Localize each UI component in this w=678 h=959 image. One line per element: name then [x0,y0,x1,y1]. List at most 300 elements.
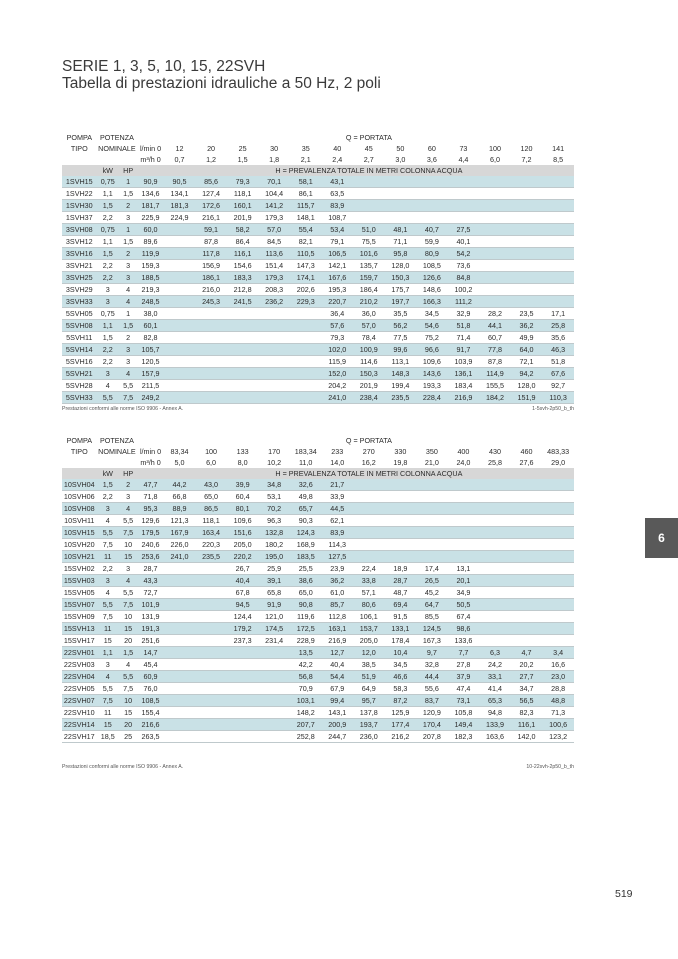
head-value: 41,4 [479,683,511,695]
head-value [195,308,227,320]
head-value: 34,5 [385,659,417,671]
head-value: 205,0 [353,635,385,647]
head-value: 67,4 [448,611,480,623]
chapter-tab[interactable]: 6 [645,518,678,558]
head-value: 60,9 [137,671,163,683]
head-value: 67,6 [542,368,574,380]
head-value [416,212,448,224]
pump-model: 22SVH03 [63,660,95,669]
table-row [62,731,574,743]
head-value: 57,0 [353,320,385,332]
head-value [258,719,290,731]
head-value: 92,7 [542,380,574,392]
flow-m3h: 8,5 [553,155,564,164]
head-value: 36,0 [353,308,385,320]
head-value: 131,9 [137,611,163,623]
table-row [62,503,574,515]
head-value: 114,9 [479,368,511,380]
pump-model: 15SVH13 [63,624,95,633]
head-value: 181,7 [137,200,163,212]
power-kw: 1,1 [97,236,119,248]
head-value: 101,9 [137,599,163,611]
head-value [448,176,480,188]
head-value [542,260,574,272]
head-value: 110,3 [542,392,574,404]
head-value [258,356,290,368]
head-value [416,503,448,515]
power-hp: 1,5 [119,320,137,332]
power-kw: 0,75 [97,176,119,188]
head-value: 44,2 [164,479,196,491]
head-value: 205,0 [227,539,259,551]
power-hp: 1,5 [119,647,137,659]
head-value [385,539,417,551]
head-value [542,272,574,284]
head-value: 99,6 [385,344,417,356]
head-value: 143,1 [321,707,353,719]
head-value [479,611,511,623]
head-value: 177,4 [385,719,417,731]
table-row [62,719,574,731]
head-value: 128,0 [385,260,417,272]
head-value [290,332,322,344]
head-value [416,491,448,503]
head-value [195,707,227,719]
head-value [227,392,259,404]
head-value: 42,2 [290,659,322,671]
header-portata: Q = PORTATA [345,436,392,445]
head-value [511,527,543,539]
head-value: 186,4 [353,284,385,296]
power-kw: 3 [97,503,119,515]
head-value [542,224,574,236]
head-value: 108,5 [137,695,163,707]
head-value: 152,0 [321,368,353,380]
head-value [258,380,290,392]
head-value: 39,1 [258,575,290,587]
flow-m3h: 27,6 [519,458,534,467]
head-value: 70,9 [290,683,322,695]
head-value: 241,0 [164,551,196,563]
head-value: 17,1 [542,308,574,320]
flow-m3h: 4,4 [458,155,469,164]
head-value: 121,3 [164,515,196,527]
head-value: 48,1 [385,224,417,236]
head-value: 121,0 [258,611,290,623]
head-value: 23,9 [321,563,353,575]
head-value: 174,1 [290,272,322,284]
head-value: 216,9 [321,635,353,647]
head-value: 23,0 [542,671,574,683]
head-value: 98,6 [448,623,480,635]
flow-lmin: 483,33 [547,447,570,456]
head-value: 120,5 [137,356,163,368]
table-row [62,248,574,260]
head-value: 172,6 [195,200,227,212]
head-value: 58,2 [227,224,259,236]
head-value: 119,6 [290,611,322,623]
pump-model: 15SVH02 [63,564,95,573]
head-value [542,623,574,635]
table2-code: 10-22svh-2p50_b_th [526,764,574,770]
head-value: 90,8 [290,599,322,611]
head-value: 90,5 [164,176,196,188]
head-value [227,707,259,719]
head-value: 33,8 [353,575,385,587]
head-value: 46,3 [542,344,574,356]
pump-model: 1SVH15 [62,176,97,188]
head-value: 21,7 [321,479,353,491]
power-hp: 4 [119,659,137,671]
head-value: 147,3 [290,260,322,272]
table-row [62,575,574,587]
header-blank [62,165,97,176]
head-value: 253,6 [137,551,163,563]
head-value: 151,4 [258,260,290,272]
head-value: 120,9 [416,707,448,719]
head-value: 17,4 [416,563,448,575]
head-value: 34,8 [258,479,290,491]
pump-model: 15SVH09 [63,612,95,621]
head-value [542,248,574,260]
power-kw: 5,5 [97,392,119,404]
head-value: 7,7 [448,647,480,659]
power-hp: 1,5 [119,236,137,248]
power-hp: 2 [119,332,137,344]
power-hp: 7,5 [119,599,137,611]
flow-m3h: 29,0 [551,458,566,467]
head-value [385,176,417,188]
head-value: 28,7 [137,563,163,575]
head-value [164,260,196,272]
head-value: 60,4 [227,491,259,503]
head-value: 82,3 [511,707,543,719]
head-value: 183,4 [448,380,480,392]
head-value: 65,8 [258,587,290,599]
head-value [479,599,511,611]
table-row [62,539,574,551]
flow-m3h: 8,0 [237,458,248,467]
head-value: 148,2 [290,707,322,719]
head-value: 60,1 [137,320,163,332]
head-value: 99,4 [321,695,353,707]
flow-lmin: 170 [268,447,281,456]
head-value: 108,7 [321,212,353,224]
head-value [542,491,574,503]
head-value: 72,7 [137,587,163,599]
head-value [542,635,574,647]
head-value: 28,8 [542,683,574,695]
head-value [542,563,574,575]
head-value: 105,8 [448,707,480,719]
flow-lmin: 100 [205,447,218,456]
pump-model: 10SVH21 [63,552,95,561]
head-value: 123,2 [542,731,574,743]
head-value [479,623,511,635]
head-value: 47,7 [137,479,163,491]
head-value: 118,1 [227,188,259,200]
head-value: 38,0 [137,308,163,320]
flow-lmin: 12 [175,144,184,153]
head-value [542,539,574,551]
head-value: 62,1 [321,515,353,527]
head-value: 133,6 [448,635,480,647]
pump-model: 5SVH16 [62,356,97,368]
head-value: 141,2 [258,200,290,212]
head-value [511,236,543,248]
flow-m3h: 0,7 [174,155,185,164]
head-value: 4,7 [511,647,543,659]
head-value: 163,4 [195,527,227,539]
flow-m3h: 5,0 [174,458,185,467]
head-value [164,368,196,380]
head-value [164,236,196,248]
head-value [511,515,543,527]
head-value: 85,7 [321,599,353,611]
power-kw: 5,5 [97,599,119,611]
head-value [164,731,196,743]
head-value [511,635,543,647]
header-prevalenza: H = PREVALENZA TOTALE IN METRI COLONNA ACQUA [164,165,574,176]
head-value: 188,5 [137,272,163,284]
head-value: 82,8 [137,332,163,344]
head-value: 172,5 [290,623,322,635]
flow-lmin: 233 [331,447,344,456]
head-value [511,563,543,575]
head-value [258,368,290,380]
pump-model: 3SVH08 [62,224,97,236]
head-value [353,503,385,515]
power-hp: 3 [119,344,137,356]
power-kw: 2,2 [97,563,119,575]
head-value: 159,7 [353,272,385,284]
head-value [290,356,322,368]
header-portata: Q = PORTATA [345,133,392,142]
head-value [164,635,196,647]
head-value [448,212,480,224]
head-value: 102,0 [321,344,353,356]
head-value: 105,7 [137,344,163,356]
head-value: 63,5 [321,188,353,200]
head-value: 220,3 [195,539,227,551]
pump-model: 22SVH04 [63,672,95,681]
power-kw: 7,5 [97,611,119,623]
head-value [479,479,511,491]
head-value [542,575,574,587]
head-value [164,332,196,344]
power-kw: 4 [97,587,119,599]
head-value [227,647,259,659]
flow-m3h: 16,2 [361,458,376,467]
flow-m3h: 6,0 [206,458,217,467]
head-value: 48,8 [542,695,574,707]
head-value: 116,1 [227,248,259,260]
power-hp: 1 [119,308,137,320]
head-value [511,188,543,200]
head-value [258,332,290,344]
head-value [164,356,196,368]
pump-model: 15SVH03 [63,576,95,585]
table-row [62,683,574,695]
table-row [62,659,574,671]
head-value: 37,9 [448,671,480,683]
head-value: 16,6 [542,659,574,671]
head-value: 179,3 [258,212,290,224]
head-value: 109,6 [227,515,259,527]
head-value: 248,5 [137,296,163,308]
head-value [542,611,574,623]
head-value: 91,9 [258,599,290,611]
flow-lmin: 350 [425,447,438,456]
head-value [542,551,574,563]
head-value: 216,9 [448,392,480,404]
head-value: 226,0 [164,539,196,551]
head-value [542,212,574,224]
head-value [164,671,196,683]
header-unit-m3h: m³/h 0 [140,155,161,164]
header-blank [97,457,119,468]
head-value: 148,1 [290,212,322,224]
head-value [542,236,574,248]
table-row [62,695,574,707]
head-value [511,623,543,635]
head-value: 79,3 [227,176,259,188]
head-value [416,551,448,563]
head-value [195,647,227,659]
head-value: 34,9 [448,587,480,599]
head-value [511,599,543,611]
head-value: 18,9 [385,563,417,575]
head-value: 83,9 [321,200,353,212]
head-value [479,212,511,224]
head-value [353,176,385,188]
head-value [164,719,196,731]
pump-model: 3SVH33 [62,296,97,308]
power-hp: 1,5 [119,188,137,200]
table-row [62,599,574,611]
flow-m3h: 25,8 [487,458,502,467]
head-value: 163,1 [321,623,353,635]
head-value: 148,6 [416,284,448,296]
table-row [62,623,574,635]
power-kw: 1,5 [97,479,119,491]
head-value: 149,4 [448,719,480,731]
head-value [448,527,480,539]
head-value: 235,5 [385,392,417,404]
head-value [479,503,511,515]
power-kw: 3 [97,575,119,587]
header-blank [137,165,163,176]
flow-m3h: 2,7 [363,155,374,164]
header-potenza: POTENZA [99,133,134,142]
head-value: 57,1 [353,587,385,599]
table-row [62,647,574,659]
head-value: 55,4 [290,224,322,236]
power-hp: 3 [119,260,137,272]
table-row [62,491,574,503]
head-value: 71,3 [542,707,574,719]
head-value [195,719,227,731]
head-value: 251,6 [137,635,163,647]
head-value: 154,6 [227,260,259,272]
head-value [542,599,574,611]
head-value [448,551,480,563]
header-prevalenza: H = PREVALENZA TOTALE IN METRI COLONNA ACQUA [164,468,574,479]
head-value [227,356,259,368]
flow-m3h: 10,2 [267,458,282,467]
head-value: 73,6 [448,260,480,272]
head-value: 182,3 [448,731,480,743]
head-value: 106,1 [353,611,385,623]
head-value: 34,7 [511,683,543,695]
head-value: 199,4 [385,380,417,392]
header-blank [137,132,163,143]
head-value [258,659,290,671]
power-hp: 15 [119,707,137,719]
head-value: 14,7 [137,647,163,659]
power-kw: 2,2 [97,212,119,224]
table-row [62,611,574,623]
head-value: 134,6 [137,188,163,200]
head-value: 208,3 [258,284,290,296]
head-value: 90,9 [137,176,163,188]
header-nominale: NOMINALE [98,144,136,153]
head-value: 133,9 [479,719,511,731]
head-value: 86,5 [195,503,227,515]
head-value: 124,4 [227,611,259,623]
head-value: 95,7 [353,695,385,707]
head-value [290,380,322,392]
flow-m3h: 19,8 [393,458,408,467]
head-value [227,683,259,695]
head-value: 94,8 [479,707,511,719]
pump-model: 1SVH37 [62,212,97,224]
head-value: 166,3 [416,296,448,308]
head-value: 32,6 [290,479,322,491]
head-value [164,647,196,659]
power-hp: 3 [119,212,137,224]
head-value: 58,3 [385,683,417,695]
head-value [416,200,448,212]
head-value [195,611,227,623]
head-value: 150,3 [353,368,385,380]
head-value: 32,8 [416,659,448,671]
power-kw: 15 [97,719,119,731]
head-value [479,176,511,188]
flow-lmin: 400 [457,447,470,456]
head-value [511,296,543,308]
head-value [416,527,448,539]
power-hp: 25 [119,731,137,743]
head-value: 43,0 [195,479,227,491]
pump-model: 5SVH05 [62,308,97,320]
head-value [164,563,196,575]
power-kw: 11 [97,551,119,563]
pump-model: 15SVH05 [63,588,95,597]
head-value: 23,5 [511,308,543,320]
header-blank [97,154,119,165]
flow-m3h: 24,0 [456,458,471,467]
head-value [195,368,227,380]
head-value [227,344,259,356]
header-kw: kW [97,468,119,479]
head-value [511,587,543,599]
head-value: 65,0 [290,587,322,599]
table-row [62,284,574,296]
head-value: 100,6 [542,719,574,731]
head-value [511,551,543,563]
power-kw: 2,2 [97,260,119,272]
